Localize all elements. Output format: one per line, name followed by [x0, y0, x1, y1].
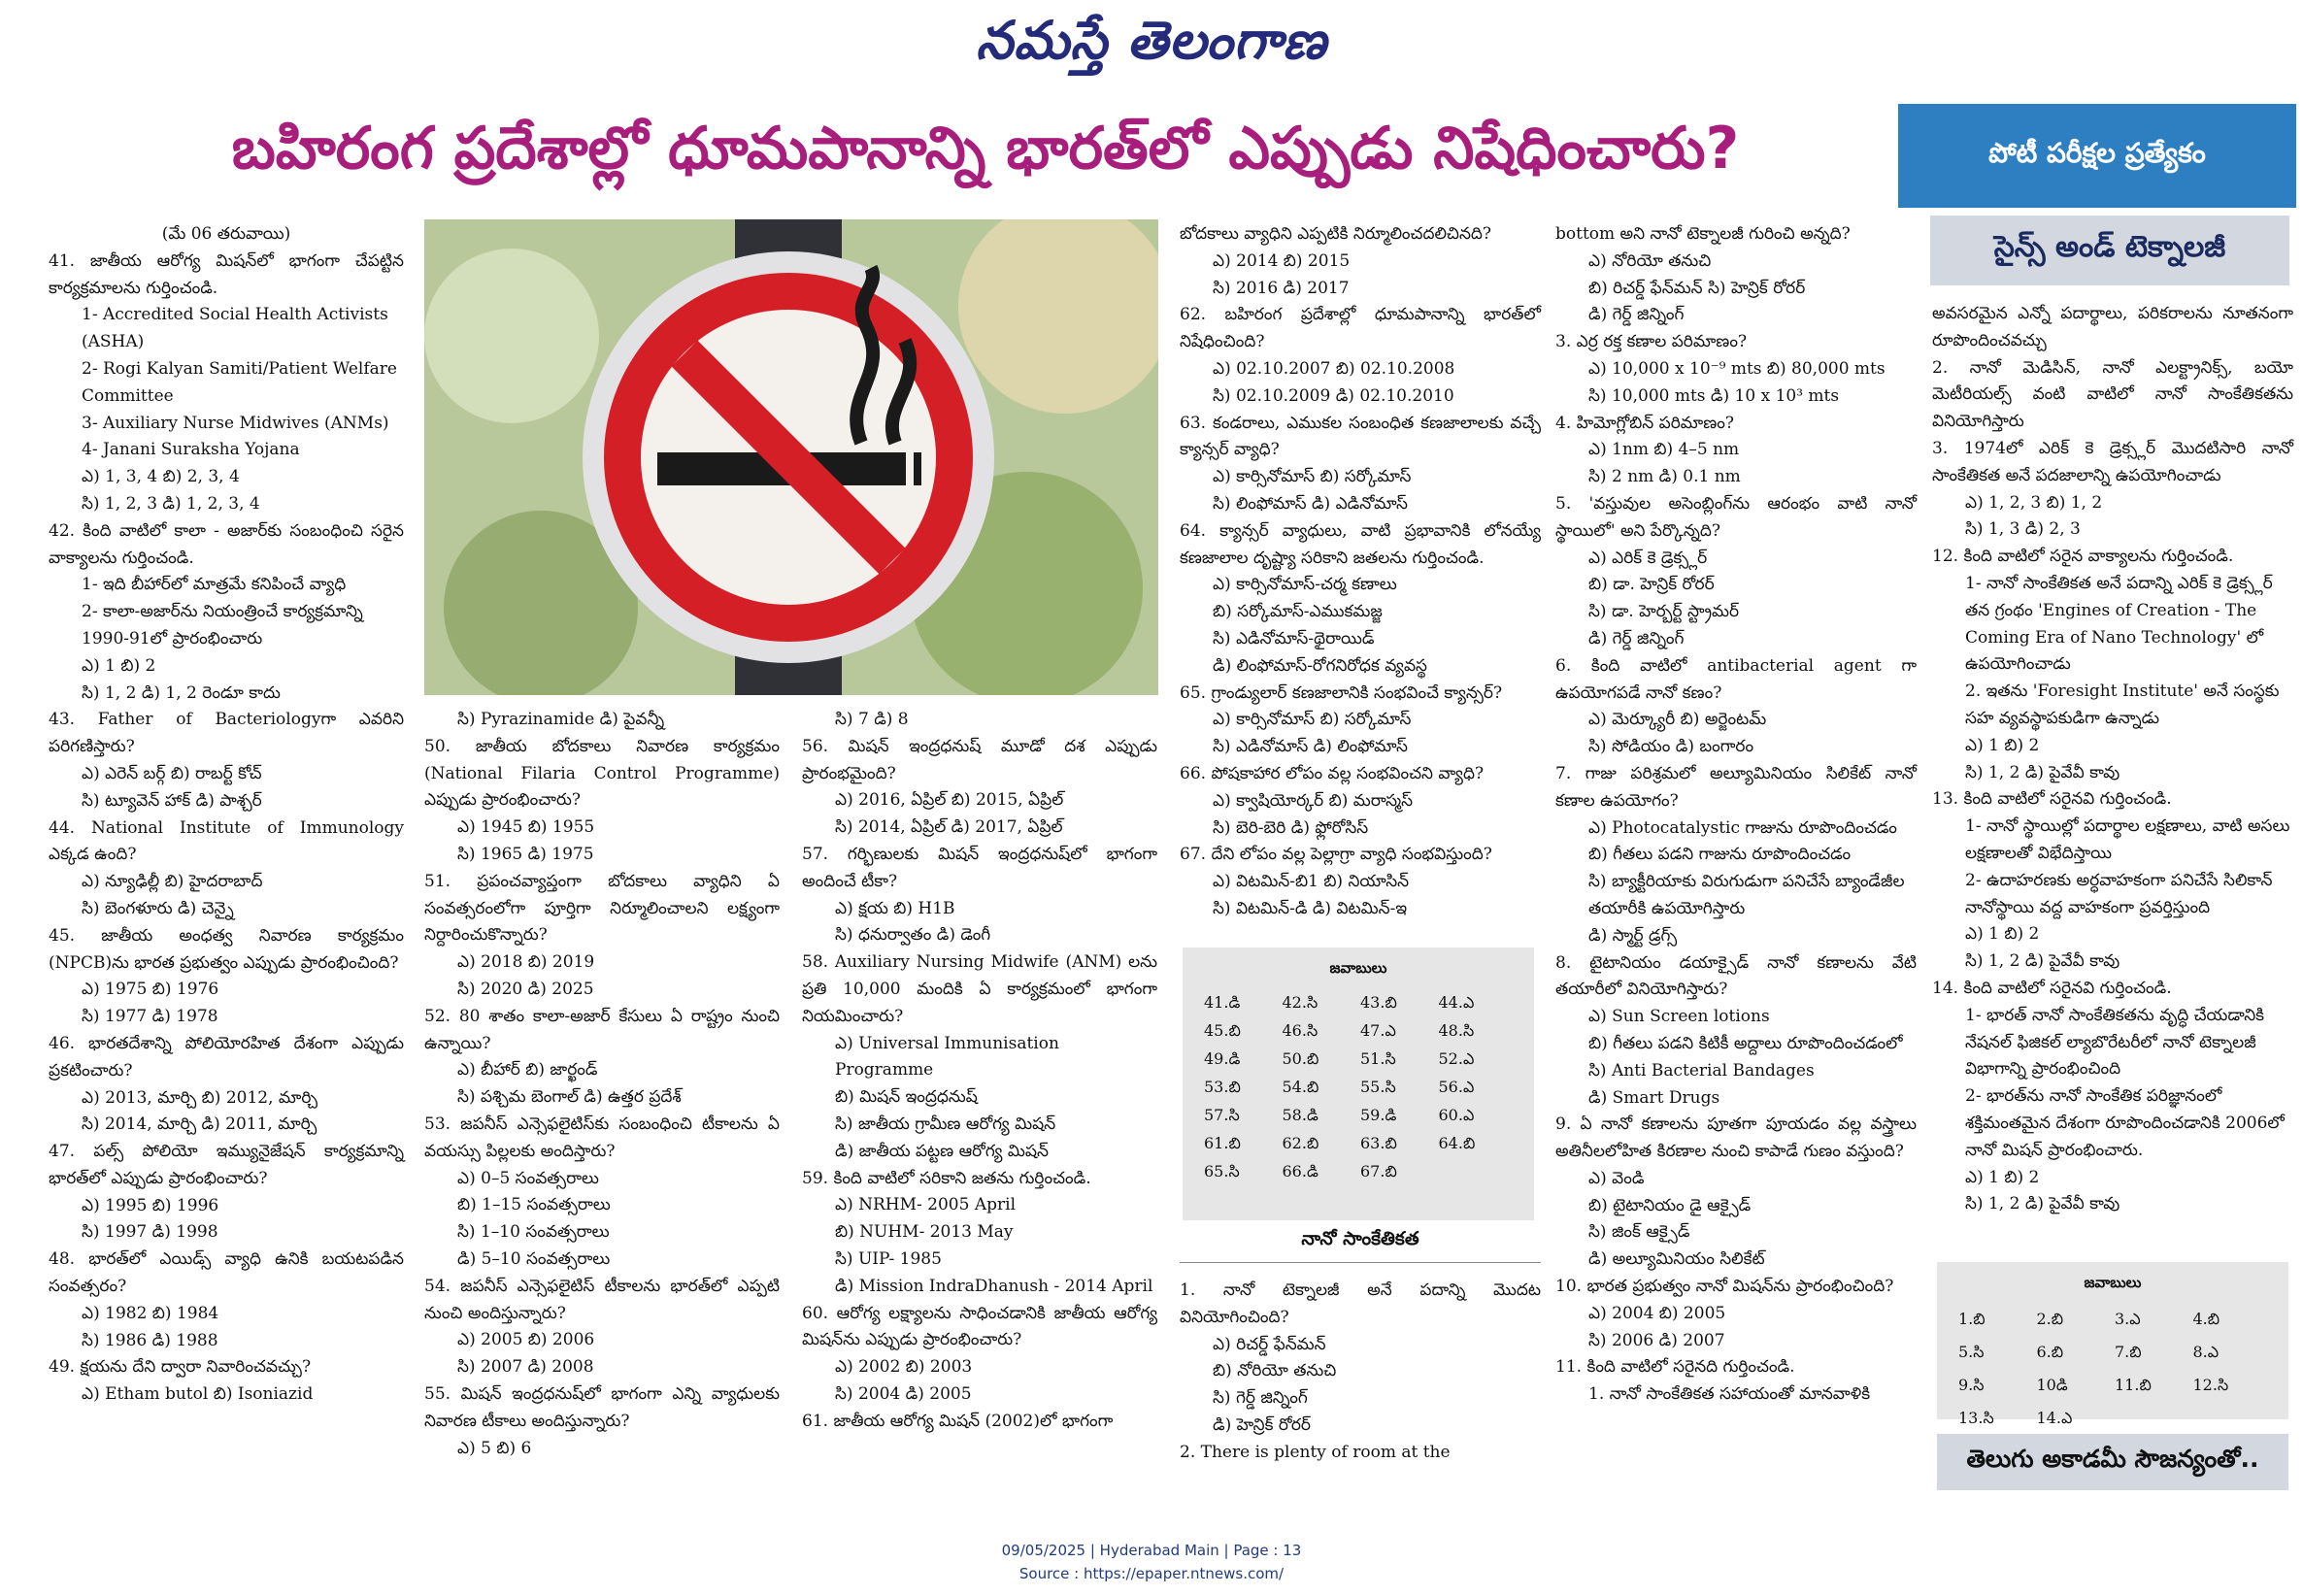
answer-key-box-1	[1183, 948, 1534, 1220]
question-text: 41. జాతీయ ఆరోగ్య మిషన్‌లో భాగంగా చేపట్టిన కార్యక్రమాలను గుర్తించండి.	[49, 250, 404, 298]
answer-option: సి) 02.10.2009 డి) 02.10.2010	[1213, 385, 1454, 406]
answer-option: ఎ) 2018 బి) 2019	[457, 952, 595, 973]
answer-option: సి) 1–10 సంవత్సరాలు	[457, 1222, 610, 1243]
answer-key-item: 61.బి	[1204, 1134, 1241, 1152]
answer-option: బి) సర్కోమాస్-ఎముకమజ్జ	[1213, 602, 1383, 622]
answer-key-item: 62.బి	[1282, 1134, 1319, 1152]
answer-key-item: 43.బి	[1360, 993, 1397, 1012]
answer-option: ఎ) 02.10.2007 బి) 02.10.2008	[1213, 358, 1455, 379]
question-column-6	[1932, 301, 2293, 1218]
answer-key-item: 55.సి	[1360, 1078, 1396, 1096]
answer-option: బి) టైటానియం డై ఆక్సైడ్	[1588, 1195, 1752, 1215]
answer-option: డి) Smart Drugs	[1588, 1087, 1720, 1108]
answer-option: సి) ఎడినోమాస్-థైరాయిడ్	[1213, 628, 1375, 648]
question-text: 57. గర్భిణులకు మిషన్ ఇంద్రధనుష్‌లో భాగంగా అందించే టీకా?	[802, 844, 1157, 891]
answer-option: 2- భారత్‌ను నానో సాంకేతిక పరిజ్ఞానంలో శక్తిమంతమైన దేశంగా రూపొందించడానికి 2006లో నానో మిషన్ ప్రారంభించారు.	[1965, 1086, 2285, 1160]
answer-option: సి) 1, 2, 3 డి) 1, 2, 3, 4	[82, 493, 260, 514]
answer-key-item: 3.ఎ	[2115, 1310, 2141, 1328]
question-text: 50. జాతీయ బోదకాలు నివారణ కార్యక్రమం (National Filaria Control Programme) ఎప్పుడు ప్రారంభించారు?	[424, 736, 780, 811]
answer-option: సి) సోడియం డి) బంగారం	[1588, 737, 1754, 757]
answer-option: ఎ) 2014 బి) 2015	[1213, 250, 1351, 271]
answer-key-item: 7.బి	[2115, 1343, 2142, 1361]
answer-option: ఎ) ఎరిక్ కె డ్రెక్స్లర్	[1588, 548, 1708, 568]
answer-key-item: 11.బి	[2115, 1376, 2152, 1394]
answer-option: ఎ) 1995 బి) 1996	[82, 1195, 219, 1215]
answer-option: సి) ఎడినోమాస్ డి) లింఫోమాస్	[1213, 737, 1408, 757]
answer-option: సి) లింఫోమాస్ డి) ఎడినోమాస్	[1213, 493, 1408, 514]
answer-option: సి) డా. హెర్బర్ట్ స్ట్రామర్	[1588, 602, 1740, 622]
answer-key-item: 44.ఎ	[1438, 993, 1475, 1012]
answer-option: బి) గీతలు పడని కిటికీ అద్దాలు రూపొందించడంలో	[1588, 1033, 1903, 1053]
answer-option: సి) బెంగళూరు డి) చెన్నై	[82, 898, 234, 918]
answer-option: సి) 1997 డి) 1998	[82, 1222, 218, 1243]
question-text: 7. గాజు పరిశ్రమలో అల్యూమినియం సిలికేట్ నానో కణాల ఉపయోగం?	[1555, 763, 1917, 811]
answer-key-item: 9.సి	[1958, 1376, 1985, 1394]
question-column-1	[49, 221, 404, 1409]
question-text: 67. దేని లోపం వల్ల పెల్లాగ్రా వ్యాధి సంభవిస్తుంది?	[1180, 845, 1492, 865]
answer-option: డి) హెన్రిక్ రోరర్	[1213, 1414, 1312, 1435]
answer-option: సి) 2006 డి) 2007	[1588, 1330, 1725, 1350]
nanotech-section-heading: నానో సాంకేతికత	[1180, 1228, 1541, 1263]
question-text: 11. కింది వాటిలో సరైనది గుర్తించండి.	[1555, 1357, 1795, 1378]
answer-option: బి) NUHM- 2013 May	[835, 1222, 1014, 1243]
answer-option: బి) మిషన్ ఇంద్రధనుష్	[835, 1087, 978, 1108]
answer-option: ఎ) 1975 బి) 1976	[82, 980, 219, 1000]
answer-option: సి) బ్యాక్టీరియాకు విరుగుడుగా పనిచేసే బ్యాండేజీల తయారీకి ఉపయోగిస్తారు	[1588, 872, 1905, 918]
answer-option: 4- Janani Suraksha Yojana	[82, 440, 300, 460]
footer-date-line: 09/05/2025 | Hyderabad Main | Page : 13	[1001, 1542, 1302, 1559]
answer-key-item: 5.సి	[1958, 1343, 1985, 1361]
answer-key-item: 6.బి	[2036, 1343, 2064, 1361]
answer-option: సి) 1977 డి) 1978	[82, 1007, 218, 1027]
answer-option: 3- Auxiliary Nurse Midwives (ANMs)	[82, 413, 389, 433]
answer-option: ఎ) 2004 బి) 2005	[1588, 1303, 1726, 1323]
question-text: 48. భారత్‌లో ఎయిడ్స్ వ్యాధి ఉనికి బయటపడిన సంవత్సరం?	[49, 1249, 404, 1297]
answer-option: డి) స్మార్ట్ డ్రగ్స్	[1588, 925, 1678, 946]
answer-option: ఎ) కార్సినోమాస్ బి) సర్కోమాస్	[1213, 467, 1412, 487]
answer-key-item: 4.బి	[2192, 1310, 2220, 1328]
answer-option: ఎ) 1 బి) 2	[1965, 924, 2040, 945]
question-text: 44. National Institute of Immunology ఎక్కడ ఉంది?	[49, 817, 404, 865]
answer-option: ఎ) NRHM- 2005 April	[835, 1195, 1017, 1215]
answer-key-title: జవాబులు	[2084, 1274, 2142, 1291]
answer-option: డి) లింఫోమాస్-రోగనిరోధక వ్యవస్థ	[1213, 655, 1427, 676]
answer-option: సి) ట్యూవెన్ హాక్ డి) పాశ్చర్	[82, 790, 262, 811]
answer-key-item: 8.ఎ	[2192, 1343, 2220, 1361]
question-text: 2. నానో మెడిసిన్, నానో ఎలక్ట్రానిక్స్, బయో మెటీరియల్స్ వంటి వాటిలో నానో సాంకేతికతను వినియోగిస్తారు	[1932, 357, 2293, 432]
question-column-5	[1555, 221, 1917, 1409]
answer-option: ఎ) Sun Screen lotions	[1588, 1007, 1770, 1027]
question-text: 56. మిషన్ ఇంద్రధనుష్ మూడో దశ ఎప్పుడు ప్రారంభమైంది?	[802, 736, 1157, 783]
footer-source-line: Source : https://epaper.ntnews.com/	[1018, 1565, 1285, 1582]
answer-option: ఎ) Photocatalystic గాజును రూపొందించడం	[1588, 817, 1897, 838]
answer-option: 2- కాలా-అజార్‌ను నియంత్రించే కార్యక్రమాన్ని 1990-91లో ప్రారంభించారు	[82, 602, 363, 648]
answer-option: 2- ఉదాహరణకు అర్ధవాహకంగా పనిచేసే సిలికాన్ నానోస్థాయి వద్ద వాహకంగా ప్రవర్తిస్తుంది	[1965, 870, 2273, 917]
answer-key-item: 58.డి	[1282, 1106, 1318, 1124]
answer-option: బి) 1–15 సంవత్సరాలు	[457, 1195, 611, 1215]
answer-option: సి) 2004 డి) 2005	[835, 1383, 972, 1404]
question-text: 45. జాతీయ అంధత్వ నివారణ కార్యక్రమం (NPCB)ను భారత ప్రభుత్వం ఎప్పుడు ప్రారంభించింది?	[49, 925, 404, 973]
answer-option: ఎ) 0–5 సంవత్సరాలు	[457, 1168, 599, 1188]
answer-key-item: 2.బి	[2036, 1310, 2064, 1328]
answer-option: ఎ) 1945 బి) 1955	[457, 817, 595, 838]
answer-option: సి) పశ్చిమ బెంగాల్ డి) ఉత్తర ప్రదేశ్	[457, 1087, 682, 1108]
answer-option: ఎ) 1 బి) 2	[1965, 735, 2040, 755]
answer-key-item: 60.ఎ	[1438, 1106, 1475, 1124]
question-text: 10. భారత ప్రభుత్వం నానో మిషన్‌ను ప్రారంభించింది?	[1555, 1277, 1894, 1297]
answer-option: ఎ) 1, 3, 4 బి) 2, 3, 4	[82, 467, 240, 487]
answer-option: ఎ) రిచర్డ్ ఫేన్‌మన్	[1213, 1334, 1326, 1354]
answer-option: సి) 2020 డి) 2025	[457, 979, 594, 999]
answer-key-item: 64.బి	[1438, 1134, 1476, 1152]
answer-option: ఎ) 1 బి) 2	[82, 655, 156, 676]
answer-option: సి) 1, 2 డి) 1, 2 రెండూ కాదు	[82, 682, 281, 703]
answer-option: 1- భారత్ నానో సాంకేతికతను వృద్ధి చేయడానికి నేషనల్ ఫిజికల్ ల్యాబొరేటరీలో నానో టెక్నాలజీ విభాగాన్ని ప్రారంభించింది	[1965, 1005, 2264, 1080]
question-text: 53. జపనీస్ ఎన్సెఫలైటిస్‌కు సంబంధించి టీకాలను ఏ వయస్సు పిల్లలకు అందిస్తారు?	[424, 1114, 780, 1161]
question-text: 49. క్షయను దేని ద్వారా నివారించవచ్చు?	[49, 1357, 312, 1378]
question-text: 2. There is plenty of room at the	[1180, 1442, 1451, 1462]
answer-key-grid	[1937, 1295, 2288, 1435]
answer-option: సి) 1, 2 డి) పైవేవీ కావు	[1965, 1194, 2120, 1214]
question-text: 46. భారతదేశాన్ని పోలియోరహిత దేశంగా ఎప్పుడు ప్రకటించారు?	[49, 1033, 404, 1081]
answer-key-item: 45.బి	[1204, 1021, 1241, 1040]
question-text: 59. కింది వాటిలో సరికాని జతను గుర్తించండి.	[802, 1168, 1091, 1188]
answer-option: సి) జాతీయ గ్రామీణ ఆరోగ్య మిషన్	[835, 1114, 1056, 1134]
answer-key-item: 66.డి	[1282, 1162, 1318, 1180]
answer-option: ఎ) కార్సినోమాస్ బి) సర్కోమాస్	[1213, 710, 1412, 730]
question-text: 1. నానో టెక్నాలజీ అనే పదాన్ని మొదట వినియోగించింది?	[1180, 1280, 1541, 1327]
question-text: 3. ఎర్ర రక్త కణాల పరిమాణం?	[1555, 332, 1748, 352]
question-text: 60. ఆరోగ్య లక్ష్యాలను సాధించడానికి జాతీయ ఆరోగ్య మిషన్‌ను ఎప్పుడు ప్రారంభించారు?	[802, 1303, 1157, 1350]
answer-option: సి) విటమిన్-డి డి) విటమిన్-ఇ	[1213, 898, 1408, 918]
question-column-4b	[1180, 1278, 1541, 1467]
answer-option: ఎ) 1 బి) 2	[1965, 1167, 2040, 1187]
answer-option: డి) Mission IndraDhanush - 2014 April	[835, 1276, 1153, 1296]
answer-key-item: 10డి	[2036, 1376, 2068, 1394]
answer-option: సి) Pyrazinamide డి) పైవన్నీ	[457, 710, 665, 729]
answer-option: సి) 2016 డి) 2017	[1213, 278, 1350, 298]
question-text: 65. గ్రాండ్యులార్ కణజాలానికి సంభవించే క్యాన్సర్?	[1180, 682, 1503, 703]
answer-option: ఎ) కార్సినోమాస్-చర్మ కణాలు	[1213, 575, 1397, 595]
answer-key-item: 53.బి	[1204, 1078, 1241, 1096]
answer-option: 1- ఇది బీహార్‌లో మాత్రమే కనిపించే వ్యాధి	[82, 575, 347, 595]
question-text: 14. కింది వాటిలో సరైనవి గుర్తించండి.	[1932, 978, 2172, 998]
question-text: 51. ప్రపంచవ్యాప్తంగా బోదకాలు వ్యాధిని ఏ సంవత్సరంలోగా పూర్తిగా నిర్మూలించాలని లక్ష్యంగా నిర్దారించుకొన్నారు?	[424, 871, 780, 946]
question-column-3	[802, 707, 1157, 1436]
answer-option: ఎ) ఎరెన్ బర్గ్ బి) రాబర్ట్ కోచ్	[82, 763, 262, 783]
answer-key-item: 46.సి	[1282, 1021, 1318, 1040]
answer-option: సి) 10,000 mts డి) 10 x 10³ mts	[1588, 385, 1840, 406]
question-text: 42. కింది వాటిలో కాలా - అజార్‌కు సంబంధించి సరైన వాక్యాలను గుర్తించండి.	[49, 520, 404, 568]
courtesy-badge: తెలుగు అకాడమీ సౌజన్యంతో..	[1937, 1434, 2288, 1490]
question-text: 9. ఏ నానో కణాలను పూతగా పూయడం వల్ల వస్త్రాలు అతినీలలోహిత కిరణాల నుంచి కాపాడే గుణం వస్తుంది?	[1555, 1114, 1917, 1162]
question-text: 12. కింది వాటిలో సరైన వాక్యాలను గుర్తించండి.	[1932, 547, 2234, 567]
answer-option: ఎ) Etham butol బి) Isoniazid	[82, 1384, 314, 1405]
question-text: 66. పోషకాహార లోపం వల్ల సంభవించని వ్యాధి?	[1180, 763, 1485, 783]
question-text: 8. టైటానియం డయాక్సైడ్ నానో కణాలను వేటి తయారీలో వినియోగిస్తారు?	[1555, 952, 1917, 1000]
answer-key-item: 1.బి	[1958, 1310, 1986, 1328]
question-text: 58. Auxiliary Nursing Midwife (ANM) లను ప్రతి 10,000 మందికి ఏ కార్యక్రమంలో భాగంగా నియమించారు?	[802, 952, 1157, 1026]
subject-badge: సైన్స్ అండ్ టెక్నాలజీ	[1930, 216, 2289, 285]
answer-key-item: 47.ఎ	[1360, 1021, 1396, 1040]
answer-option: ఎ) 1982 బి) 1984	[82, 1303, 219, 1323]
answer-option: డి) గెర్డ్ జిన్నింగ్	[1588, 628, 1685, 648]
answer-option: ఎ) 1, 2, 3 బి) 1, 2	[1965, 492, 2103, 513]
question-text: 52. 80 శాతం కాలా-అజార్ కేసులు ఏ రాష్ట్రం నుంచి ఉన్నాయి?	[424, 1006, 780, 1053]
answer-option: ఎ) విటమిన్-బి1 బి) నియాసిన్	[1213, 872, 1410, 892]
answer-option: డి) అల్యూమినియం సిలికేట్	[1588, 1249, 1765, 1270]
answer-option: బి) డా. హెన్రిక్ రోరర్	[1588, 575, 1715, 595]
question-text: 43. Father of Bacteriologyగా ఎవరిని పరిగణిస్తారు?	[49, 710, 404, 757]
answer-option: ఎ) 5 బి) 6	[457, 1438, 532, 1458]
answer-option: బి) నోరియో తనుచి	[1213, 1361, 1337, 1381]
question-text: 5. 'వస్తువుల అసెంబ్లింగ్‌ను ఆరంభం వాటి నానో స్థాయిలో' అని పేర్కొన్నది?	[1555, 493, 1917, 541]
answer-option: 1- Accredited Social Health Activists (ASHA)	[82, 305, 388, 352]
answer-option: 1- నానో స్థాయిల్లో పదార్థాల లక్షణాలు, వాటి అసలు లక్షణాలతో విభేదిస్తాయి	[1965, 816, 2290, 863]
answer-option: 2. ఇతను 'Foresight Institute' అనే సంస్థకు సహ వ్యవస్థాపకుడిగా ఉన్నాడు	[1965, 682, 2280, 728]
section-badge: పోటీ పరీక్షల ప్రత్యేకం	[1898, 104, 2296, 208]
answer-option: సి) 2007 డి) 2008	[457, 1357, 594, 1378]
answer-option: డి) గెర్డ్ జిన్నింగ్	[1588, 305, 1685, 325]
answer-option: ఎ) 2005 బి) 2006	[457, 1330, 595, 1350]
answer-key-item: 14.ఎ	[2036, 1409, 2073, 1427]
answer-key-item: 42.సి	[1282, 993, 1318, 1012]
answer-key-item: 57.సి	[1204, 1106, 1240, 1124]
no-smoking-photo	[424, 219, 1158, 695]
answer-option: సి) బెరి-బెరి డి) ఫ్లోరోసిస్	[1213, 817, 1369, 838]
answer-option: బి) రిచర్డ్ ఫేన్‌మన్ సి) హెన్రిక్ రోరర్	[1588, 278, 1806, 298]
answer-option: సి) 2014, మార్చి డి) 2011, మార్చి	[82, 1114, 317, 1135]
answer-key-title: జవాబులు	[1329, 959, 1387, 977]
answer-option: ఎ) నోరియో తనుచి	[1588, 250, 1712, 271]
answer-option: సి) జింక్ ఆక్సైడ్	[1588, 1222, 1690, 1243]
answer-option: ఎ) న్యూఢిల్లీ బి) హైదరాబాద్	[82, 872, 263, 892]
answer-option: ఎ) క్షయ బి) H1B	[835, 898, 955, 918]
answer-key-item: 51.సి	[1360, 1049, 1396, 1068]
answer-option: సి) 2 nm డి) 0.1 nm	[1588, 467, 1741, 487]
question-text: 13. కింది వాటిలో సరైనవి గుర్తించండి.	[1932, 789, 2172, 810]
answer-key-item: 67.బి	[1360, 1162, 1397, 1180]
answer-option: సి) 1, 2 డి) పైవేవీ కావు	[1965, 951, 2120, 972]
answer-key-item: 54.బి	[1282, 1078, 1319, 1096]
page-headline: బహిరంగ ప్రదేశాల్లో ధూమపానాన్ని భారత్‌లో ఎప్పుడు నిషేధించారు?	[231, 115, 1740, 183]
answer-option: సి) 1, 2 డి) పైవేవీ కావు	[1965, 762, 2120, 782]
answer-key-item: 41.డి	[1204, 993, 1241, 1012]
answer-option: బి) గీతలు పడని గాజును రూపొందించడం	[1588, 845, 1852, 865]
answer-key-item: 12.సి	[2192, 1376, 2229, 1394]
answer-option: 1. నానో సాంకేతికత సహాయంతో మానవాళికి	[1588, 1384, 1871, 1405]
continuation-note: (మే 06 తరువాయి)	[161, 224, 291, 244]
answer-option: ఎ) 2002 బి) 2003	[835, 1357, 973, 1378]
answer-key-box-2	[1937, 1262, 2288, 1427]
answer-key-item: 50.బి	[1282, 1049, 1319, 1068]
question-text: bottom అని నానో టెక్నాలజీ గురించి అన్నది?	[1555, 224, 1851, 244]
answer-key-item: 49.డి	[1204, 1049, 1241, 1068]
answer-key-item: 13.సి	[1958, 1409, 1994, 1427]
answer-option: ఎ) 1nm బి) 4–5 nm	[1588, 440, 1740, 460]
question-text: 61. జాతీయ ఆరోగ్య మిషన్ (2002)లో భాగంగా	[802, 1411, 1114, 1431]
answer-option: సి) 1965 డి) 1975	[457, 844, 594, 864]
question-text: 54. జపనీస్ ఎన్సెఫలైటిస్ టీకాలను భారత్‌లో ఎప్పటి నుంచి అందిస్తున్నారు?	[424, 1276, 780, 1323]
answer-option: సి) UIP- 1985	[835, 1248, 942, 1269]
answer-option: సి) 7 డి) 8	[835, 710, 909, 729]
answer-option: ఎ) 2013, మార్చి బి) 2012, మార్చి	[82, 1087, 317, 1108]
question-text: 47. పల్స్ పోలియో ఇమ్యునైజేషన్ కార్యక్రమాన్ని భారత్‌లో ఎప్పుడు ప్రారంభించారు?	[49, 1142, 404, 1188]
answer-key-item: 63.బి	[1360, 1134, 1397, 1152]
question-text: 6. కింది వాటిలో antibacterial agent గా ఉపయోగపడే నానో కణం?	[1555, 655, 1917, 703]
answer-option: ఎ) 10,000 x 10⁻⁹ mts బి) 80,000 mts	[1588, 358, 1886, 379]
answer-option: ఎ) Universal Immunisation Programme	[835, 1033, 1059, 1081]
page-footer	[0, 1539, 2303, 1585]
answer-key-item: 52.ఎ	[1438, 1049, 1475, 1068]
question-text: 62. బహిరంగ ప్రదేశాల్లో ధూమపానాన్ని భారత్‌లో నిషేధించింది?	[1180, 305, 1541, 352]
question-column-2	[424, 707, 780, 1462]
answer-option: ఎ) 2016, ఏప్రిల్ బి) 2015, ఏప్రిల్	[835, 790, 1064, 811]
answer-key-grid	[1183, 981, 1534, 1184]
question-text: అవసరమైన ఎన్నో పదార్థాలు, పరికరాలను నూతనంగా రూపొందించవచ్చు	[1932, 304, 2293, 350]
question-text: 63. కండరాలు, ఎముకల సంబంధిత కణజాలాలకు వచ్చే క్యాన్సర్ వ్యాధి?	[1180, 413, 1541, 460]
question-text: 55. మిషన్ ఇంద్రధనుష్‌లో భాగంగా ఎన్ని వ్యాధులకు నివారణ టీకాలు అందిస్తున్నారు?	[424, 1383, 780, 1431]
answer-option: ఎ) బీహార్ బి) జార్ఖండ్	[457, 1060, 598, 1081]
question-text: బోదకాలు వ్యాధిని ఎప్పటికి నిర్మూలించదలిచినది?	[1180, 224, 1492, 244]
answer-option: 1- నానో సాంకేతికత అనే పదాన్ని ఎరిక్ కె డ్రెక్స్లర్ తన గ్రంథం 'Engines of Creation - The Coming Era of Nano Technology' లో ఉపయోగించాడు	[1965, 573, 2273, 675]
answer-key-item: 59.డి	[1360, 1106, 1397, 1124]
answer-key-item: 65.సి	[1204, 1162, 1240, 1180]
answer-key-item: 48.సి	[1438, 1021, 1475, 1040]
answer-option: సి) గెర్డ్ జిన్నింగ్	[1213, 1388, 1308, 1409]
question-text: 3. 1974లో ఎరిక్ కె డ్రెక్స్లర్ మొదటిసారి నానో సాంకేతికత అనే పదజాలాన్ని ఉపయోగించాడు	[1932, 438, 2293, 485]
question-text: 64. క్యాన్సర్ వ్యాధులు, వాటి ప్రభావానికి లోనయ్యే కణజాలాల దృష్ట్యా సరికాని జతలను గుర్తించండి.	[1180, 520, 1541, 568]
question-text: 4. హిమోగ్లోబిన్ పరిమాణం?	[1555, 413, 1734, 433]
masthead-logo: నమస్తే తెలంగాణ	[976, 10, 1327, 71]
answer-option: డి) జాతీయ పట్టణ ఆరోగ్య మిషన్	[835, 1141, 1049, 1161]
answer-option: సి) 1, 3 డి) 2, 3	[1965, 519, 2081, 540]
question-column-4	[1180, 221, 1541, 923]
answer-option: సి) ధనుర్వాతం డి) డెంగీ	[835, 925, 991, 946]
answer-option: డి) 5–10 సంవత్సరాలు	[457, 1248, 611, 1269]
answer-option: ఎ) మెర్క్యూరీ బి) అర్జెంటమ్	[1588, 710, 1767, 730]
answer-option: సి) Anti Bacterial Bandages	[1588, 1060, 1815, 1081]
answer-option: సి) 1986 డి) 1988	[82, 1330, 218, 1350]
answer-option: సి) 2014, ఏప్రిల్ డి) 2017, ఏప్రిల్	[835, 817, 1063, 838]
answer-option: 2- Rogi Kalyan Samiti/Patient Welfare Committee	[82, 358, 397, 406]
answer-key-item: 56.ఎ	[1438, 1078, 1475, 1096]
answer-option: ఎ) వెండి	[1588, 1168, 1645, 1188]
answer-option: ఎ) క్వాషియోర్కర్ బి) మరాస్మస్	[1213, 790, 1414, 811]
